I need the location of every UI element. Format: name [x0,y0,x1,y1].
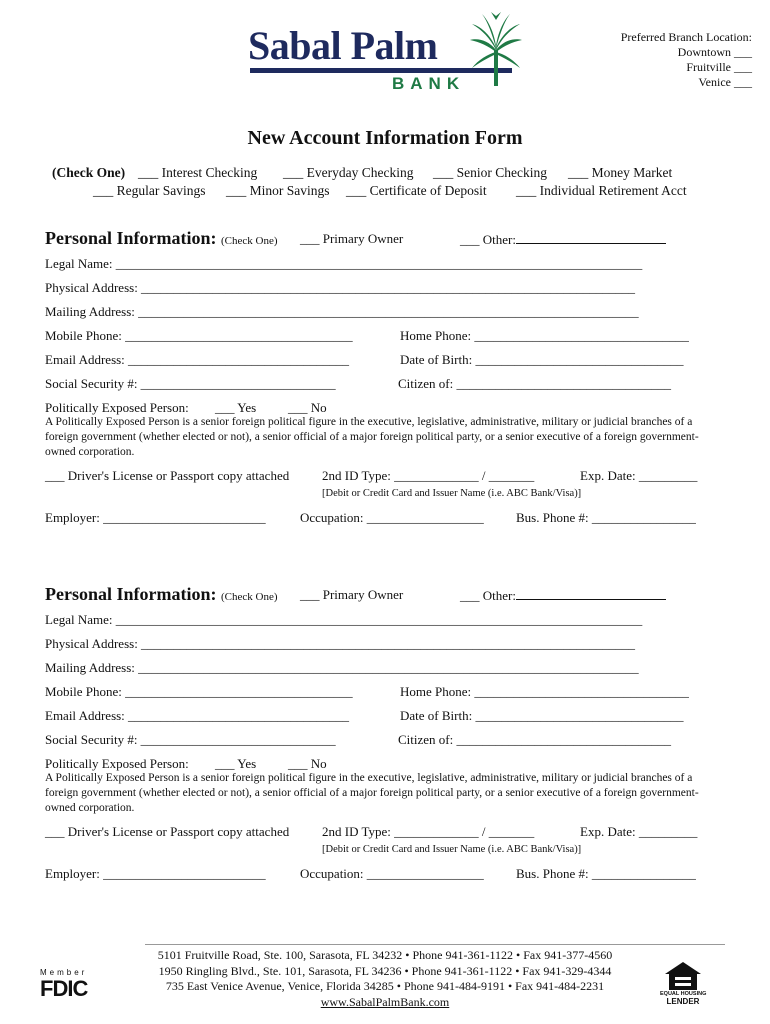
pep-label: Politically Exposed Person: [45,756,189,771]
branch-downtown[interactable]: Downtown ___ [677,45,752,59]
opt-ira[interactable]: ___ Individual Retirement Acct [516,183,687,198]
mailing-address-field[interactable]: Mailing Address: _____________________________________________________________________________ [45,660,639,675]
opt-minor-savings[interactable]: ___ Minor Savings [226,183,330,198]
license-attached-option[interactable]: ___ Driver's License or Passport copy attached [45,468,290,483]
physical-address-field[interactable]: Physical Address: ____________________________________________________________________________ [45,636,636,651]
legal-name-field[interactable]: Legal Name: _________________________________________________________________________________ [45,612,643,627]
section-title: Personal Information: (Check One) [45,228,278,248]
citizen-of-field[interactable]: Citizen of: _________________________________ [398,376,671,391]
exp-date-field[interactable]: Exp. Date: _________ [580,468,698,483]
opt-certificate-of-deposit[interactable]: ___ Certificate of Deposit [346,183,487,198]
exp-date-field[interactable]: Exp. Date: _________ [580,824,698,839]
second-id-type-field[interactable]: 2nd ID Type: _____________ / _______ [322,468,535,483]
pep-description: A Politically Exposed Person is a senior foreign political figure in the executive, legislative, administrative, military or judicial branches of a foreign government (whether elected or not), a senior official of a major foreign political party, or a senior executive of a foreign government-owned corporation. [45,772,699,814]
employer-field[interactable]: Employer: _________________________ [45,866,266,881]
legal-name-field[interactable]: Legal Name: _________________________________________________________________________________ [45,256,643,271]
second-id-note: [Debit or Credit Card and Issuer Name (i.e. ABC Bank/Visa)] [322,488,582,499]
fdic-member-text: Member [40,968,88,977]
license-attached-option[interactable]: ___ Driver's License or Passport copy attached [45,824,290,839]
form-title: New Account Information Form [247,127,523,149]
date-of-birth-field[interactable]: Date of Birth: ________________________________ [400,708,684,723]
other-option[interactable]: ___ Other: [460,587,666,604]
opt-regular-savings[interactable]: ___ Regular Savings [93,183,206,198]
footer-addresses [0,948,770,1010]
equal-housing-text: EQUAL HOUSING [660,991,707,997]
mobile-phone-field[interactable]: Mobile Phone: ___________________________________ [45,684,353,699]
branch-fruitville[interactable]: Fruitville ___ [686,60,752,74]
home-phone-field[interactable]: Home Phone: _________________________________ [400,328,689,343]
occupation-field[interactable]: Occupation: __________________ [300,510,484,525]
pep-yes-option[interactable]: ___ Yes [215,400,257,415]
address-fruitville: 5101 Fruitville Road, Ste. 100, Sarasota, FL 34232 • Phone 941-361-1122 • Fax 941-377-4560 [157,948,613,962]
email-address-field[interactable]: Email Address: __________________________________ [45,352,350,367]
opt-money-market[interactable]: ___ Money Market [568,165,673,180]
footer-rule [145,944,725,945]
account-check-label: (Check One) [52,165,126,180]
citizen-of-field[interactable]: Citizen of: _________________________________ [398,732,671,747]
primary-owner-option[interactable]: ___ Primary Owner [300,587,404,602]
mobile-phone-field[interactable]: Mobile Phone: ___________________________________ [45,328,353,343]
bank-logo-sub: BANK [392,74,466,93]
ssn-field[interactable]: Social Security #: ______________________________ [45,732,336,747]
preferred-branch [621,30,752,90]
palm-tree-icon [466,10,526,94]
business-phone-field[interactable]: Bus. Phone #: ________________ [516,510,696,525]
business-phone-field[interactable]: Bus. Phone #: ________________ [516,866,696,881]
opt-everyday-checking[interactable]: ___ Everyday Checking [283,165,414,180]
fdic-logo: FDIC [40,976,88,1001]
opt-interest-checking[interactable]: ___ Interest Checking [138,165,258,180]
primary-owner-option[interactable]: ___ Primary Owner [300,231,404,246]
branch-venice[interactable]: Venice ___ [698,75,752,89]
pep-description: A Politically Exposed Person is a senior foreign political figure in the executive, legislative, administrative, military or judicial branches of a foreign government (whether elected or not), a senior official of a major foreign political party, or a senior executive of a foreign government-owned corporation. [45,416,699,458]
lender-text: LENDER [666,997,700,1006]
employer-field[interactable]: Employer: _________________________ [45,510,266,525]
pep-yes-option[interactable]: ___ Yes [215,756,257,771]
pep-no-option[interactable]: ___ No [288,400,327,415]
other-option[interactable]: ___ Other: [460,231,666,248]
second-id-note: [Debit or Credit Card and Issuer Name (i.e. ABC Bank/Visa)] [322,844,582,855]
section-title: Personal Information: (Check One) [45,584,278,604]
address-venice: 735 East Venice Avenue, Venice, Florida 34285 • Phone 941-484-9191 • Fax 941-484-2231 [165,979,605,993]
opt-senior-checking[interactable]: ___ Senior Checking [433,165,547,180]
pep-no-option[interactable]: ___ No [288,756,327,771]
equal-housing-icon [662,960,704,992]
ssn-field[interactable]: Social Security #: ______________________________ [45,376,336,391]
physical-address-field[interactable]: Physical Address: ____________________________________________________________________________ [45,280,636,295]
occupation-field[interactable]: Occupation: __________________ [300,866,484,881]
pep-label: Politically Exposed Person: [45,400,189,415]
bank-logo-name: Sabal Palm [248,23,438,68]
branch-heading: Preferred Branch Location: [620,30,752,44]
home-phone-field[interactable]: Home Phone: _________________________________ [400,684,689,699]
website-link[interactable]: www.SabalPalmBank.com [320,994,450,1009]
date-of-birth-field[interactable]: Date of Birth: ________________________________ [400,352,684,367]
address-ringling: 1950 Ringling Blvd., Ste. 101, Sarasota, FL 34236 • Phone 941-361-1122 • Fax 941-329-4344 [158,963,612,978]
email-address-field[interactable]: Email Address: __________________________________ [45,708,350,723]
second-id-type-field[interactable]: 2nd ID Type: _____________ / _______ [322,824,535,839]
mailing-address-field[interactable]: Mailing Address: _____________________________________________________________________________ [45,304,639,319]
